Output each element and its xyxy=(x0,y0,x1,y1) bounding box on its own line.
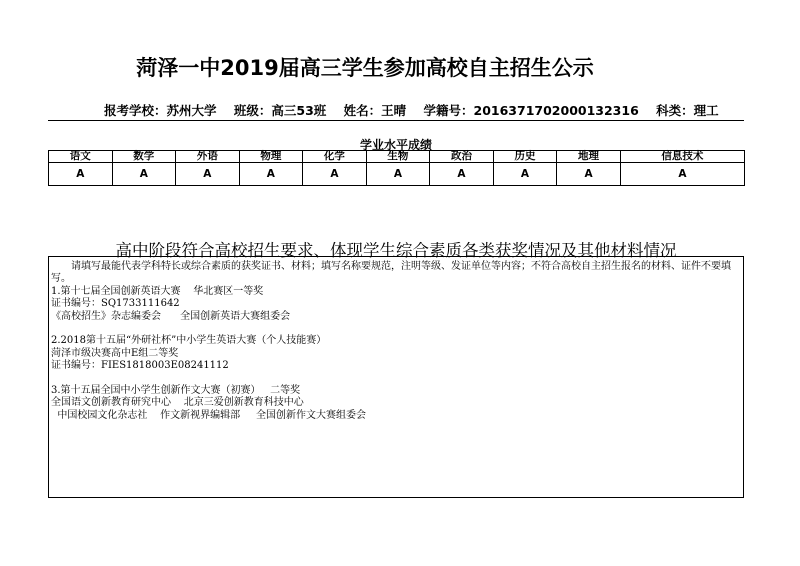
grade-cell: A xyxy=(112,163,176,186)
info-student-id: 学籍号：2016371702000132316 xyxy=(423,103,639,118)
grade-cell: A xyxy=(557,163,621,186)
award-line: 1.第十七届全国创新英语大赛 华北赛区一等奖 xyxy=(51,285,264,297)
award-line: 菏泽市级决赛高中E组二等奖 xyxy=(51,347,179,359)
grade-cell: A xyxy=(176,163,240,186)
award-line xyxy=(51,323,743,335)
info-school: 报考学校：苏州大学 xyxy=(104,103,217,118)
info-name: 姓名：王晴 xyxy=(343,103,407,118)
subject-cell: 数学 xyxy=(112,151,176,163)
subject-cell: 语文 xyxy=(49,151,113,163)
scores-grade-row xyxy=(49,163,745,186)
awards-box xyxy=(48,256,744,498)
page-title: 菏泽一中2019届高三学生参加高校自主招生公示 xyxy=(136,56,594,80)
info-class: 班级：高三53班 xyxy=(233,103,327,118)
grade-cell: A xyxy=(620,163,744,186)
award-line: 3.第十五届全国中小学生创新作文大赛（初赛） 二等奖 xyxy=(51,385,301,397)
student-info xyxy=(104,101,732,119)
award-line: 《高校招生》杂志编委会 全国创新英语大赛组委会 xyxy=(51,310,291,322)
subject-cell: 外语 xyxy=(176,151,240,163)
award-line: 证书编号：FIES1818003E08241112 xyxy=(51,360,229,372)
info-divider xyxy=(48,120,744,121)
grade-cell: A xyxy=(493,163,557,186)
subject-cell: 地理 xyxy=(557,151,621,163)
grade-cell: A xyxy=(49,163,113,186)
scores-title: 学业水平成绩 xyxy=(359,138,432,152)
award-line: 中国校园文化杂志社 作文新视界编辑部 全国创新作文大赛组委会 xyxy=(51,409,366,421)
info-category: 科类：理工 xyxy=(656,103,719,118)
subject-cell: 政治 xyxy=(430,151,494,163)
subject-cell: 化学 xyxy=(303,151,367,163)
grade-cell: A xyxy=(303,163,367,186)
grade-cell: A xyxy=(239,163,303,186)
subject-cell: 物理 xyxy=(239,151,303,163)
awards-title: 高中阶段符合高校招生要求、体现学生综合素质各类获奖情况及其他材料情况 xyxy=(115,241,677,260)
scores-header-row xyxy=(49,151,745,163)
award-line: 全国语文创新教育研究中心 北京三爱创新教育科技中心 xyxy=(51,397,304,409)
scores-table xyxy=(48,150,745,186)
awards-content xyxy=(51,261,743,422)
grade-cell: A xyxy=(366,163,430,186)
awards-note: 请填写最能代表学科特长或综合素质的获奖证书、材料；填写名称要规范，注明等级、发证单位等内容；不符合高校自主招生报名的材料、证件不要填写。 xyxy=(51,261,731,285)
award-line: 2.2018第十五届“外研社杯”中小学生英语大赛（个人技能赛） xyxy=(51,335,327,347)
subject-cell: 历史 xyxy=(493,151,557,163)
award-line: 证书编号：SQ1733111642 xyxy=(51,298,180,310)
award-line xyxy=(51,373,743,385)
subject-cell: 信息技术 xyxy=(620,151,744,163)
grade-cell: A xyxy=(430,163,494,186)
subject-cell: 生物 xyxy=(366,151,430,163)
